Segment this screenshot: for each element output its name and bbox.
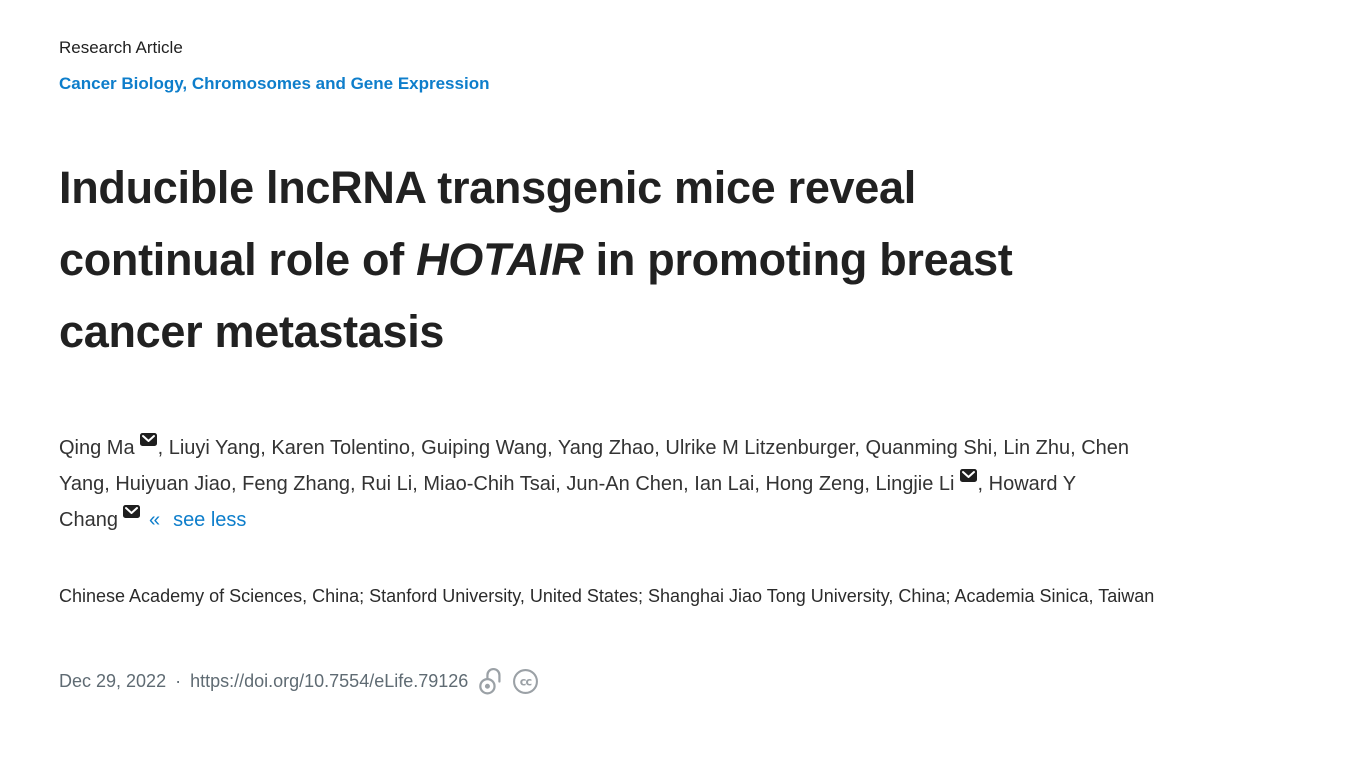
publication-date: Dec 29, 2022 bbox=[59, 671, 167, 691]
author-name: Quanming Shi bbox=[865, 437, 993, 459]
subject-area-link[interactable]: Cancer Biology, Chromosomes and Gene Expression bbox=[59, 74, 490, 93]
gene-name-italic: HOTAIR bbox=[416, 234, 584, 285]
title-line-1: Inducible lncRNA transgenic mice reveal bbox=[59, 162, 916, 213]
author-name: Liuyi Yang bbox=[168, 437, 261, 459]
title-line-2-pre: continual role of bbox=[59, 234, 417, 285]
authors-line bbox=[59, 430, 1134, 538]
laquo-symbol: « bbox=[148, 509, 161, 531]
author-name: Guiping Wang bbox=[421, 437, 548, 459]
article-type-label: Research Article bbox=[59, 38, 183, 57]
open-access-icon[interactable] bbox=[478, 667, 502, 696]
meta-row bbox=[59, 667, 1305, 696]
title-line-2-post: in promoting breast bbox=[583, 234, 1013, 285]
author-name: Howard Y Chang bbox=[59, 473, 1076, 531]
author-name: Lin Zhu bbox=[1003, 437, 1071, 459]
email-envelope-icon[interactable] bbox=[960, 469, 977, 482]
kicker-block bbox=[59, 30, 1305, 102]
author-name: Lingjie Li bbox=[875, 473, 955, 495]
article-title bbox=[59, 152, 1305, 368]
title-line-2 bbox=[59, 224, 1305, 296]
author-name: Qing Ma bbox=[59, 437, 135, 459]
doi-link[interactable]: https://doi.org/10.7554/eLife.79126 bbox=[190, 671, 469, 691]
author-name: Chen Yang bbox=[59, 437, 1130, 495]
see-less-label: see less bbox=[173, 509, 247, 531]
author-name: Huiyuan Jiao bbox=[115, 473, 231, 495]
author-name: Miao-Chih Tsai bbox=[423, 473, 556, 495]
cc-license-icon[interactable] bbox=[512, 668, 539, 695]
author-name: Yang Zhao bbox=[557, 437, 655, 459]
author-list: Qing Ma , Liuyi Yang, Karen Tolentino, Guiping Wang, Yang Zhao, Ulrike M Litzenburger, Quanming Shi, Lin Zhu, Chen Yang, Huiyuan Jiao, Feng Zhang, Rui Li, Miao-Chih Tsai, Jun-An Chen, Ian Lai, Hong Zeng, Lingjie Li , Howard Y Chang bbox=[59, 437, 1129, 531]
author-name: Ian Lai bbox=[694, 473, 755, 495]
email-envelope-icon[interactable] bbox=[140, 433, 157, 446]
dot-separator: · bbox=[175, 671, 182, 691]
author-name: Hong Zeng bbox=[765, 473, 865, 495]
author-name: Jun-An Chen bbox=[566, 473, 684, 495]
svg-text:cc: cc bbox=[520, 675, 532, 689]
title-line-3: cancer metastasis bbox=[59, 306, 445, 357]
affiliations-line: Chinese Academy of Sciences, China; Stanford University, United States; Shanghai Jiao Tong University, China; Academia Sinica, Taiwan bbox=[59, 586, 1155, 606]
author-name: Rui Li bbox=[361, 473, 413, 495]
author-name: Ulrike M Litzenburger bbox=[665, 437, 855, 459]
see-less-link[interactable] bbox=[149, 509, 247, 531]
author-name: Feng Zhang bbox=[242, 473, 350, 495]
author-name: Karen Tolentino bbox=[271, 437, 411, 459]
email-envelope-icon[interactable] bbox=[123, 505, 140, 518]
